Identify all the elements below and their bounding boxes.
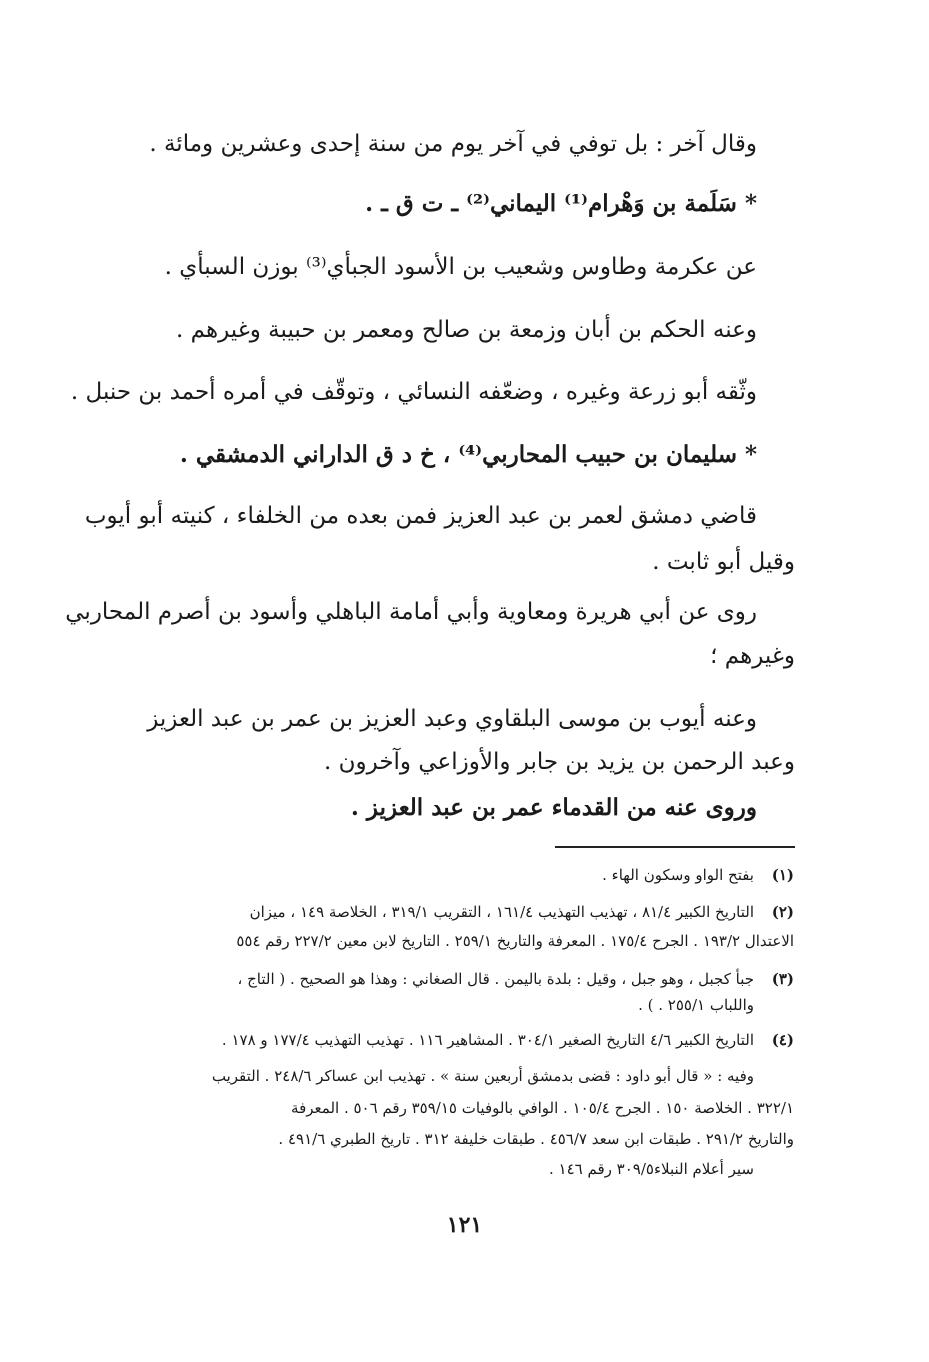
- body-line: وعنه أيوب بن موسى البلقاوي وعبد العزيز بن عمر بن عبد العزيز: [147, 706, 757, 732]
- footnote-line: جبأ كجبل ، وهو جبل ، وقيل : بلدة باليمن . قال الصغاني : وهذا هو الصحيح . ( التاج ،: [237, 970, 754, 988]
- footnote-line: واللباب ٢٥٥/١ . ) .: [638, 996, 754, 1014]
- footnote-line: الاعتدال ١٩٣/٢ . الجرح ١٧٥/٤ . المعرفة والتاريخ ٢٥٩/١ . التاريخ لابن معين ٢٢٧/٢ رقم ٥٥٤: [236, 932, 794, 950]
- body-line: وروى عنه من القدماء عمر بن عبد العزيز .: [350, 794, 757, 821]
- body-line: وعنه الحكم بن أبان وزمعة بن صالح ومعمر بن حبيبة وغيرهم .: [176, 317, 757, 343]
- footnote-number: (٢): [771, 903, 794, 921]
- body-line: عن عكرمة وطاوس وشعيب بن الأسود الجبأي⁽³⁾ بوزن السبأي .: [164, 254, 757, 280]
- body-line: وعبد الرحمن بن يزيد بن جابر والأوزاعي وآخرون .: [324, 749, 795, 775]
- footnote-number: (١): [771, 866, 794, 884]
- body-line: روى عن أبي هريرة ومعاوية وأبي أمامة الباهلي وأسود بن أصرم المحاربي: [65, 599, 757, 625]
- footnote-line: وفيه : « قال أبو داود : قضى بدمشق أربعين سنة » . تهذيب ابن عساكر ٢٤٨/٦ . التقريب: [211, 1067, 754, 1085]
- footnote-line: التاريخ الكبير ٤/٦ التاريخ الصغير ٣٠٤/١ . المشاهير ١١٦ . تهذيب التهذيب ١٧٧/٤ و ١٧٨ .: [221, 1031, 754, 1049]
- entry-heading-salama: * سَلَمة بن وَهْرام⁽¹⁾ اليماني⁽²⁾ ـ ت ق ـ .: [365, 190, 757, 217]
- footnote-number: (٤): [771, 1031, 794, 1049]
- footnote-number: (٣): [771, 970, 794, 988]
- footnote-line: ٣٢٢/١ . الخلاصة ١٥٠ . الجرح ١٠٥/٤ . الوافي بالوفيات ٣٥٩/١٥ رقم ٥٠٦ . المعرفة: [291, 1099, 794, 1117]
- footnote-line: بفتح الواو وسكون الهاء .: [602, 866, 754, 884]
- footnote-line: التاريخ الكبير ٨١/٤ ، تهذيب التهذيب ١٦١/٤ ، التقريب ٣١٩/١ ، الخلاصة ١٤٩ ، ميزان: [249, 903, 754, 921]
- entry-heading-sulayman: * سليمان بن حبيب المحاربي⁽⁴⁾ ، خ د ق الداراني الدمشقي .: [179, 441, 757, 468]
- footnote-line: سير أعلام النبلاء٣٠٩/٥ رقم ١٤٦ .: [549, 1160, 754, 1178]
- footnote-separator: [555, 846, 795, 848]
- body-line: وغيرهم ؛: [710, 643, 795, 669]
- body-line: وقال آخر : بل توفي في آخر يوم من سنة إحدى وعشرين ومائة .: [149, 131, 757, 157]
- body-line: وقيل أبو ثابت .: [652, 549, 795, 575]
- body-line: قاضي دمشق لعمر بن عبد العزيز فمن بعده من الخلفاء ، كنيته أبو أيوب: [84, 503, 757, 529]
- footnote-line: والتاريخ ٢٩١/٢ . طبقات ابن سعد ٤٥٦/٧ . طبقات خليفة ٣١٢ . تاريخ الطبري ٤٩١/٦ .: [278, 1130, 794, 1148]
- page-number: ١٢١: [446, 1212, 483, 1238]
- body-line: وثّقه أبو زرعة وغيره ، وضعّفه النسائي ، وتوقّف في أمره أحمد بن حنبل .: [70, 379, 757, 405]
